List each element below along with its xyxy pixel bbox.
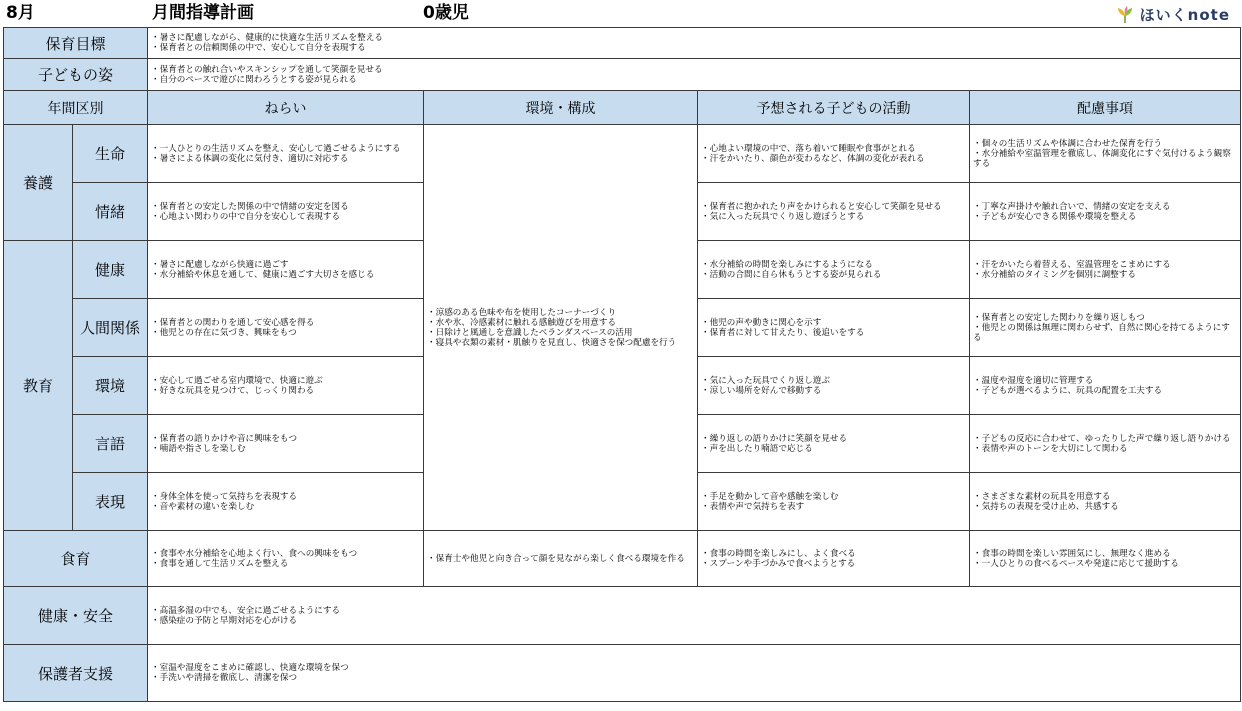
kankyo-katsudo: ・気に入った玩具でくり返し遊ぶ ・涼しい場所を好んで移動する xyxy=(698,357,970,415)
row-label-seimei: 生命 xyxy=(73,125,148,183)
kankyo-nerai: ・安心して過ごせる室内環境で、快適に遊ぶ ・好きな玩具を見つけて、じっくり関わる xyxy=(148,357,424,415)
col-header-kubun: 年間区別 xyxy=(4,91,148,125)
age-label: 0歳児 xyxy=(423,3,469,23)
month-label: 8月 xyxy=(6,3,35,23)
seimei-hairyo: ・個々の生活リズムや体調に合わせた保育を行う ・水分補給や室温管理を徹底し、体調変化にすぐ気付けるよう観察する xyxy=(970,125,1241,183)
gengo-nerai: ・保育者の語りかけや音に興味をもつ ・喃語や指さしを楽しむ xyxy=(148,415,424,473)
kenko-katsudo: ・水分補給の時間を楽しみにするようになる ・活動の合間に自ら休もうとする姿が見られる xyxy=(698,241,970,299)
jocho-hairyo: ・丁寧な声掛けや触れ合いで、情緒の安定を支える ・子どもが安心できる関係や環境を整える xyxy=(970,183,1241,241)
hyogen-katsudo: ・手足を動かして音や感触を楽しむ ・表情や声で気持ちを表す xyxy=(698,473,970,531)
col-header-kankyo: 環境・構成 xyxy=(424,91,698,125)
hyogen-hairyo: ・さまざまな素材の玩具を用意する ・気持ちの表現を受け止め、共感する xyxy=(970,473,1241,531)
kenko-anzen-text: ・高温多湿の中でも、安全に過ごせるようにする ・感染症の予防と早期対応を心がける xyxy=(148,587,1241,645)
col-header-hairyo: 配慮事項 xyxy=(970,91,1241,125)
row-label-hogosha: 保護者支援 xyxy=(4,645,148,702)
gengo-katsudo: ・繰り返しの語りかけに笑顔を見せる ・声を出したり喃語で応じる xyxy=(698,415,970,473)
row-label-kenko: 健康 xyxy=(73,241,148,299)
leaf-icon xyxy=(1116,6,1134,24)
table-row xyxy=(4,125,1241,183)
kenko-hairyo: ・汗をかいたら着替える、室温管理をこまめにする ・水分補給のタイミングを個別に調整する xyxy=(970,241,1241,299)
col-header-nerai: ねらい xyxy=(148,91,424,125)
kankyo-hairyo: ・温度や湿度を適切に管理する ・子どもが選べるように、玩具の配置を工夫する xyxy=(970,357,1241,415)
brand-logo xyxy=(1116,4,1230,25)
child-state-text: ・保育者との触れ合いやスキンシップを通して笑顔を見せる ・自分のペースで遊びに関わろうとする姿が見られる xyxy=(148,59,1241,91)
row-label-ningen: 人間関係 xyxy=(73,299,148,357)
row-label-kenko-anzen: 健康・安全 xyxy=(4,587,148,645)
seimei-nerai: ・一人ひとりの生活リズムを整え、安心して過ごせるようにする ・暑さによる体調の変化に気付き、適切に対応する xyxy=(148,125,424,183)
row-label-hyogen: 表現 xyxy=(73,473,148,531)
seimei-katsudo: ・心地よい環境の中で、落ち着いて睡眠や食事がとれる ・汗をかいたり、顔色が変わるなど、体調の変化が表れる xyxy=(698,125,970,183)
page-title: 月間指導計画 xyxy=(152,3,254,23)
gengo-hairyo: ・子どもの反応に合わせて、ゆったりした声で繰り返し語りかける ・表情や声のトーンを大切にして関わる xyxy=(970,415,1241,473)
jocho-katsudo: ・保育者に抱かれたり声をかけられると安心して笑顔を見せる ・気に入った玩具でくり返し遊ぼうとする xyxy=(698,183,970,241)
row-label-jocho: 情緒 xyxy=(73,183,148,241)
table-row xyxy=(4,531,1241,587)
row-label-kankyo: 環境 xyxy=(73,357,148,415)
ningen-nerai: ・保育者との関わりを通して安心感を得る ・他児との存在に気づき、興味をもつ xyxy=(148,299,424,357)
group-yogo: 養護 xyxy=(4,125,73,241)
table-row xyxy=(4,587,1241,645)
kenko-nerai: ・暑さに配慮しながら快適に過ごす ・水分補給や休息を通して、健康に過ごす大切さを感じる xyxy=(148,241,424,299)
shokuiku-katsudo: ・食事の時間を楽しみにし、よく食べる ・スプーンや手づかみで食べようとする xyxy=(698,531,970,587)
ningen-katsudo: ・他児の声や動きに関心を示す ・保育者に対して甘えたり、後追いをする xyxy=(698,299,970,357)
goal-text: ・暑さに配慮しながら、健康的に快適な生活リズムを整える ・保育者との信頼関係の中で、安心して自分を表現する xyxy=(148,28,1241,59)
ningen-hairyo: ・保育者との安定した関わりを繰り返しもつ ・他児との関係は無理に関わらせず、自然に関心を持てるようにする xyxy=(970,299,1241,357)
row-label-gengo: 言語 xyxy=(73,415,148,473)
child-state-label: 子どもの姿 xyxy=(4,59,148,91)
brand-name: ほいくnote xyxy=(1139,6,1230,24)
goal-label: 保育目標 xyxy=(4,28,148,59)
col-header-katsudo: 予想される子どもの活動 xyxy=(698,91,970,125)
child-state-row xyxy=(4,59,1241,91)
column-header-row xyxy=(4,91,1241,125)
page-header xyxy=(0,0,1242,26)
group-kyoiku: 教育 xyxy=(4,241,73,531)
monthly-plan-table xyxy=(3,27,1241,702)
hyogen-nerai: ・身体全体を使って気持ちを表現する ・音や素材の違いを楽しむ xyxy=(148,473,424,531)
hogosha-text: ・室温や湿度をこまめに確認し、快適な環境を保つ ・手洗いや清掃を徹底し、清潔を保つ xyxy=(148,645,1241,702)
jocho-nerai: ・保育者との安定した関係の中で情緒の安定を図る ・心地よい関わりの中で自分を安心して表現する xyxy=(148,183,424,241)
shokuiku-nerai: ・食事や水分補給を心地よく行い、食への興味をもつ ・食事を通して生活リズムを整える xyxy=(148,531,424,587)
table-row xyxy=(4,645,1241,702)
row-label-shokuiku: 食育 xyxy=(4,531,148,587)
shokuiku-hairyo: ・食事の時間を楽しい雰囲気にし、無理なく進める ・一人ひとりの食べるペースや発達に応じて援助する xyxy=(970,531,1241,587)
kankyo-kosei-text: ・涼感のある色味や布を使用したコーナーづくり ・水や氷、冷感素材に触れる感触遊びを用意する ・日除けと風通しを意識したベランダスペースの活用 ・寝具や衣類の素材・肌触りを見直し、快適さを保つ配慮を行う xyxy=(424,125,698,531)
goal-row xyxy=(4,28,1241,59)
shokuiku-kankyo: ・保育士や他児と向き合って顔を見ながら楽しく食べる環境を作る xyxy=(424,531,698,587)
